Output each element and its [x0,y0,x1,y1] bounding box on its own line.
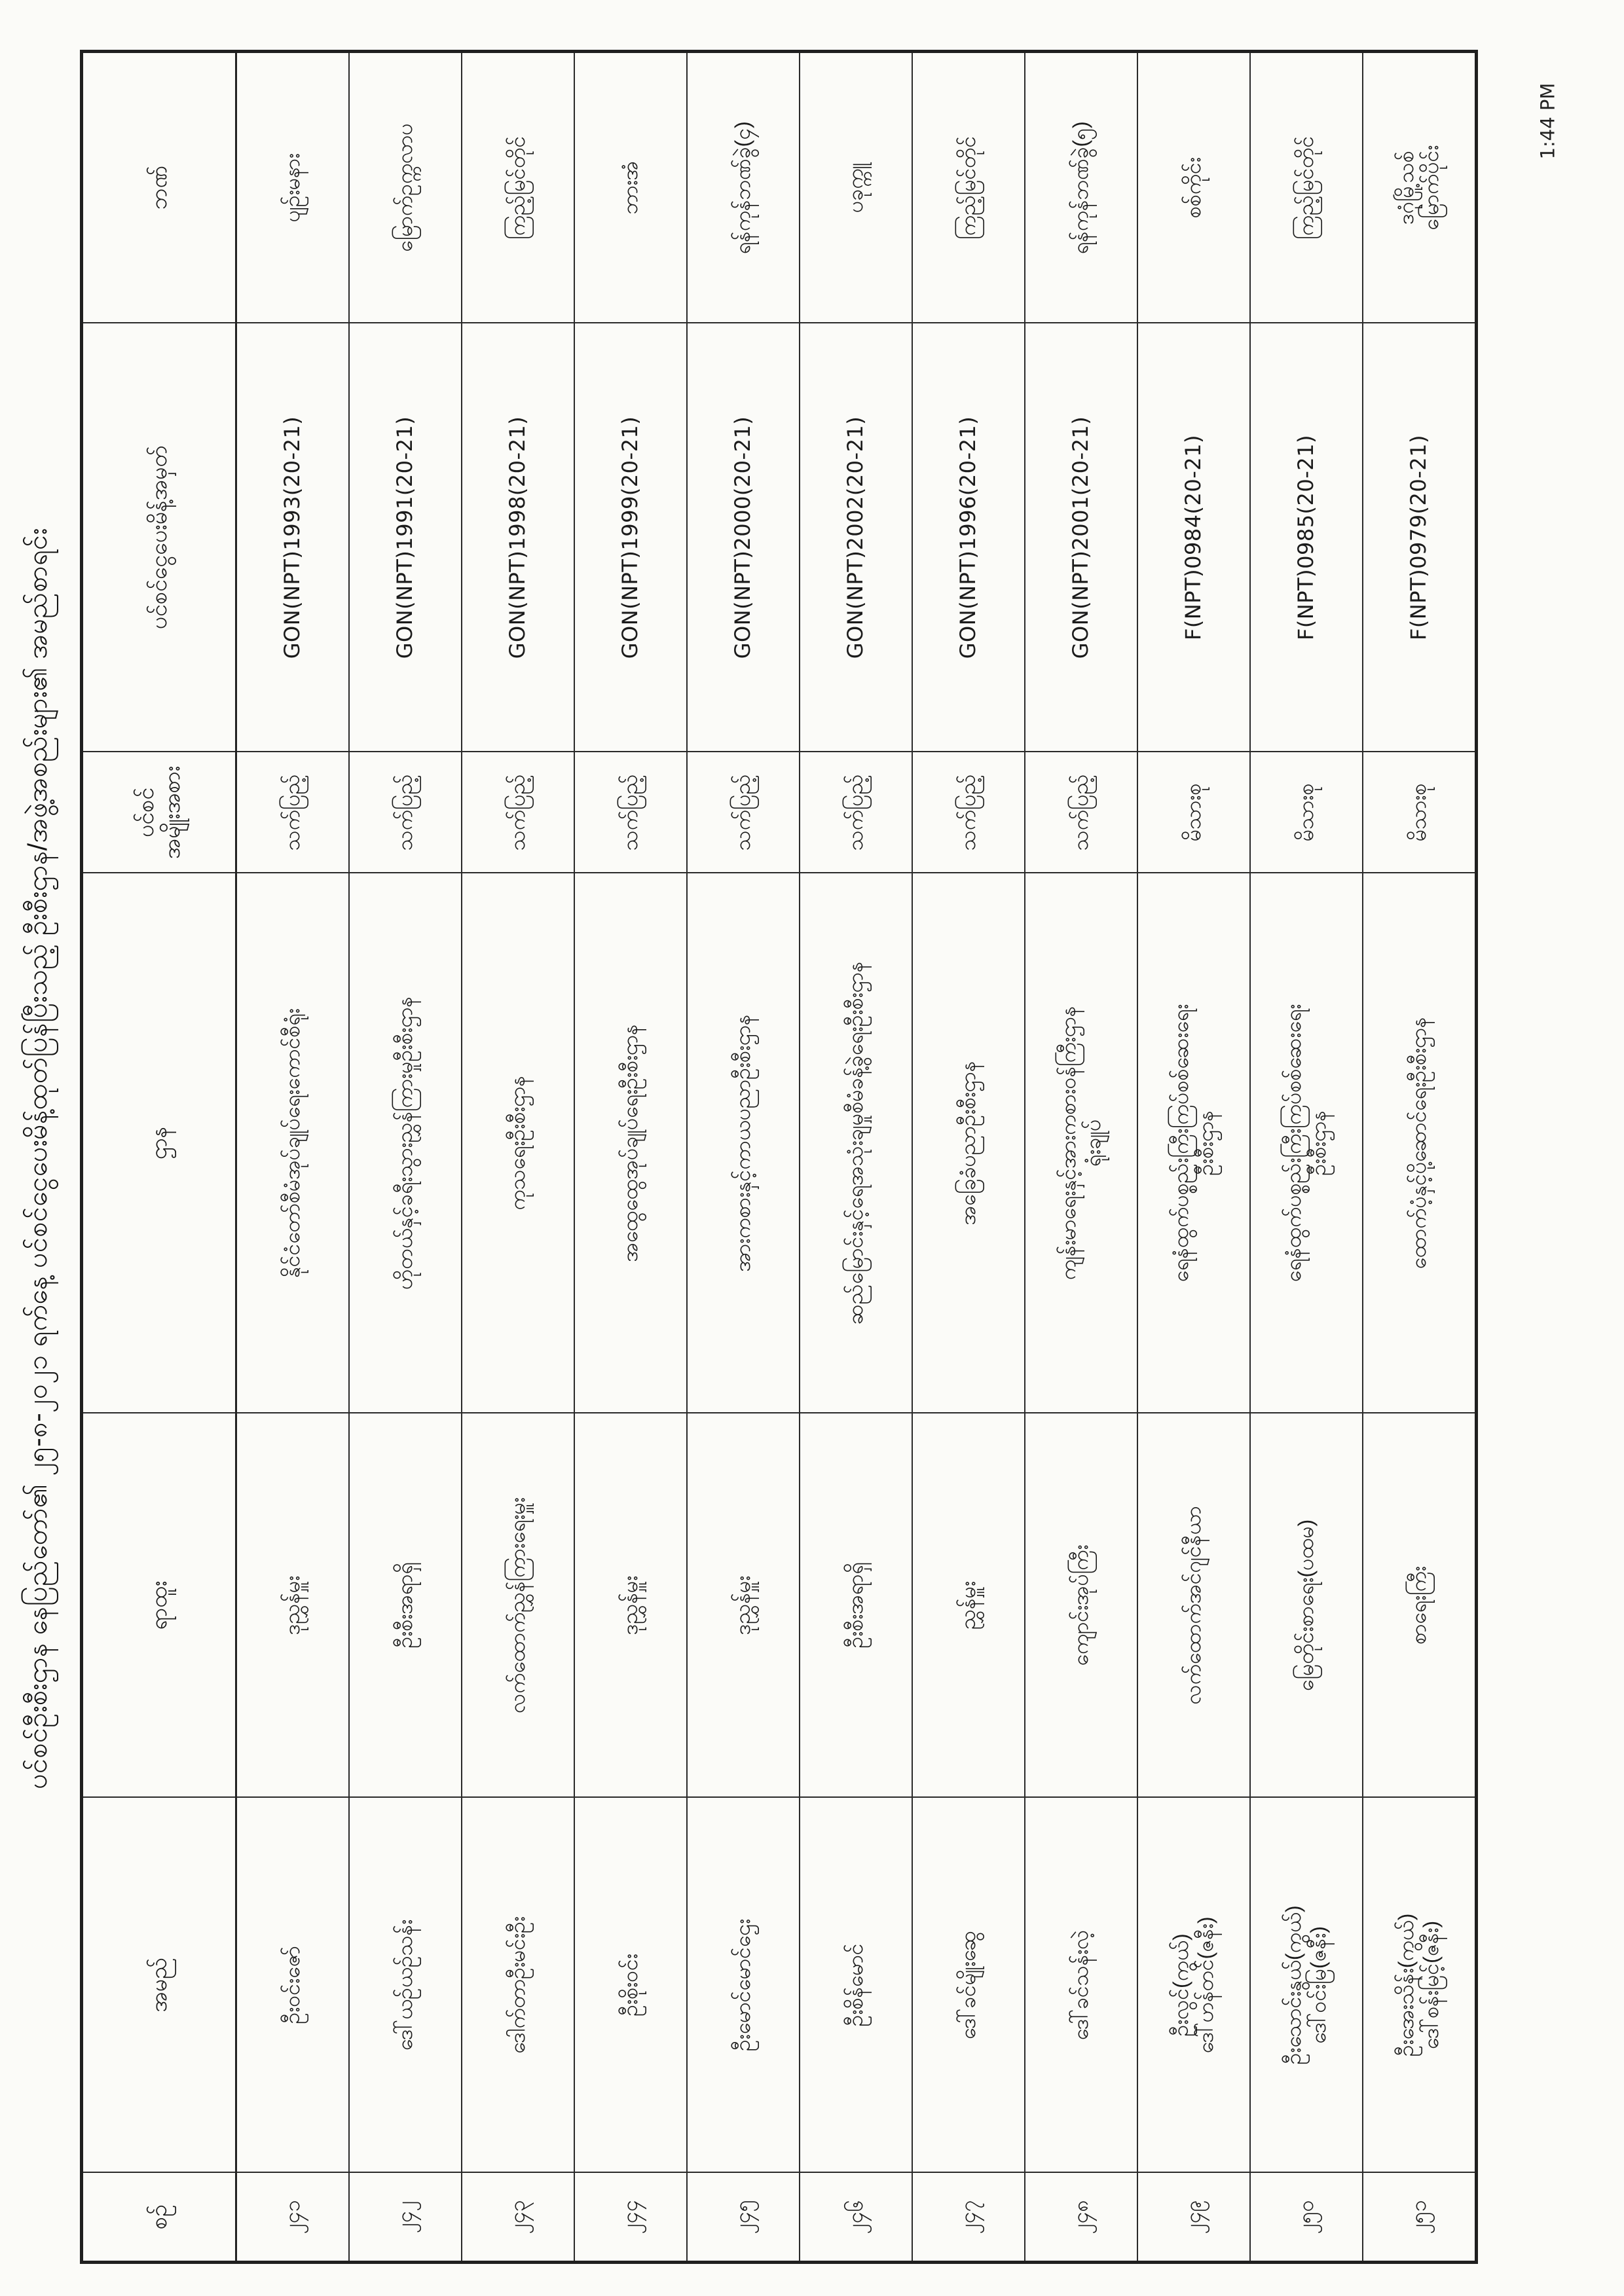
name-line: ဦးစိုးဝင်း [618,1954,642,2016]
cell-bank [1025,52,1137,323]
cell-order-no: GON(NPT)1999(20-21) [574,323,687,752]
cell-position: လက်ထောက်အင်ဂျင်နီယာ [1137,1413,1250,1798]
cell-pension-type: သက်ပြည့် [349,752,462,873]
document-title: ပင်စင်ဦးစီးဌာန နေပြည်တော်၏ ၂၅-၈-၂၀၂၁ ရက်နေ့ ပင်စင်ငွေပေးမိန့်ထုတ်ပြန်ပြီးသည့် ဦးစီးဌာန/အဖွဲ့အစည်းများ၏ အမည်စာရင်း [22,528,52,1789]
pension-type-header-line1: ပင်စင် [133,787,158,838]
col-header-position: ရာထူး [82,1413,236,1798]
bank-line: ကြည့်မြင်တိုင် [506,136,530,240]
header-row [82,52,236,2263]
table-row [912,52,1025,2263]
cell-order-no: GON(NPT)1996(20-21) [912,323,1025,752]
cell-order-no: GON(NPT)1993(20-21) [236,323,350,752]
cell-order-no: F(NPT)0985(20-21) [1250,323,1363,752]
name-line: ဒေါ်စန်းမြင့်(ဇနီး) [1419,1920,1443,2050]
cell-bank [912,52,1025,323]
cell-serial: ၂၄၁ [236,2173,350,2263]
cell-department [1363,873,1477,1413]
name-line: ဦးစိန်မောင် [843,1943,868,2027]
table-row [800,52,912,2263]
cell-bank [236,52,350,323]
col-header-department: ဌာန [82,873,236,1413]
department-line: ရုံးချုပ် [1081,1119,1105,1167]
cell-order-no: GON(NPT)2000(20-21) [687,323,800,752]
cell-name [1363,1798,1477,2173]
col-header-bank: ဘဏ် [82,52,236,323]
cell-serial: ၂၄၇ [912,2173,1025,2263]
name-line: ဒေါ်ဟန်တင်(ဇနီး) [1194,1916,1217,2054]
cell-order-no: GON(NPT)1998(20-21) [462,323,574,752]
cell-position: လက်ထောက်ညွှန်ကြားရေးမှူး [462,1413,574,1798]
cell-position: ဒုညွှန်မှူး [574,1413,687,1798]
cell-department [687,873,800,1413]
cell-serial: ၂၄၂ [349,2173,462,2263]
cell-name [462,1798,574,2173]
cell-serial: ၂၄၅ [687,2173,800,2263]
cell-position: ဦးစီးအရာရှိ [800,1413,912,1798]
cell-department [462,873,574,1413]
department-line: ကျန်းမာရေးနှင့်အားကစားဝန်ကြီးဌာန [1056,1006,1080,1281]
print-timestamp: 1:44 PM [1536,82,1559,160]
cell-pension-type: သက်ပြည့် [912,752,1025,873]
bank-line: စစ်ကိုင်း [1181,157,1206,219]
pension-table [80,50,1478,2264]
table-row [1250,52,1363,2263]
cell-order-no: F(NPT)0984(20-21) [1137,323,1250,752]
cell-pension-type: သက်ပြည့် [687,752,800,873]
cell-pension-type: သက်ပြည့် [236,752,350,873]
col-header-name: အမည် [82,1798,236,2173]
name-line: ဦးဝင်းဇော် [280,1946,304,2024]
cell-department [236,873,350,1413]
cell-name [236,1798,350,2173]
department-line: နိုင်ငံတော်စီမံအုပ်ချုပ်ရေးကောင်စီရုံး [280,1008,304,1278]
cell-name [1137,1798,1250,2173]
cell-department [574,873,687,1413]
department-line: အားကစားနှင့်ကာယပညာဦးစီးဌာန [731,1014,755,1272]
cell-pension-type: မိသားစု [1137,752,1250,873]
cell-position: ညွှန်မှူး [912,1413,1025,1798]
bank-line: ကြည့်မြင်တိုင် [956,136,980,240]
cell-position: ကျောင်းအုပ်ကြီး [1025,1413,1137,1798]
cell-serial: ၂၄၃ [462,2173,574,2263]
cell-order-no: GON(NPT)2002(20-21) [800,323,912,752]
cell-order-no: GON(NPT)1991(20-21) [349,323,462,752]
department-line: ဦးစီးဌာန [1194,1110,1217,1176]
cell-bank [1250,52,1363,323]
department-line: အခြေခံပညာဦးစီးဌာန [956,1061,980,1226]
cell-department [912,873,1025,1413]
bank-line: ပခုက္ကူ [843,162,868,213]
table-row [462,52,574,2263]
cell-department [1025,873,1137,1413]
cell-pension-type: သက်ပြည့် [1025,752,1137,873]
bank-line: ဒဂုံမြို့သစ် [1394,151,1418,225]
cell-serial: ၂၄၉ [1137,2173,1250,2263]
cell-pension-type: မိသားစု [1363,752,1477,873]
cell-name [912,1798,1025,2173]
rotated-content [18,27,1590,2267]
cell-pension-type: မိသားစု [1250,752,1363,873]
cell-position: ဦးစီးအရာရှိ [349,1413,462,1798]
cell-bank [687,52,800,323]
cell-bank [1363,52,1477,323]
department-line: ကုသရေးဦးစီးဌာန [506,1076,530,1211]
cell-pension-type: သက်ပြည့် [800,752,912,873]
cell-bank [574,52,687,323]
name-line: ဦးလွင်(ကွယ်) [1169,1933,1193,2037]
cell-name [1025,1798,1137,2173]
pension-type-header-line2: အမျိုးအစား [160,765,185,860]
cell-serial: ၂၅၀ [1250,2173,1363,2263]
name-line: ဒေါ်ခင်မျိုးဆွေ [956,1930,980,2040]
col-header-order-no: ပင်စင်ငွေပေးမိန့်အမှတ် [82,323,236,752]
table-row [687,52,800,2263]
name-line: ဦးအေးသိန်း(ကွယ်) [1394,1913,1418,2057]
cell-serial: ၂၄၄ [574,2173,687,2263]
table-row [1025,52,1137,2263]
cell-position: မြေတိုင်းစာရေး(ပထမ) [1250,1413,1363,1798]
bank-line: ဘားအံ [618,161,642,215]
cell-bank [349,52,462,323]
table-row [349,52,462,2263]
cell-name [1250,1798,1363,2173]
name-line: ဒေါ်ယဉ်ယဉ်သန်း [393,1919,417,2051]
name-line: ဦးမောင်မောင်ဌေး [731,1918,755,2052]
department-line: ဦးစီးဌာန [1306,1110,1330,1176]
col-header-pension-type [82,752,236,873]
cell-department [1250,873,1363,1413]
cell-department [800,873,912,1413]
cell-serial: ၂၄၈ [1025,2173,1137,2263]
cell-department [349,873,462,1413]
department-line: ဟိုတယ်နှင့်ခရီးသွားညွှန်ကြားမှုဦးစီးဌာန [393,996,417,1290]
cell-department [1137,873,1250,1413]
table-row [1137,52,1250,2263]
cell-pension-type: သက်ပြည့် [462,752,574,873]
bank-line: မြောက်ပိုင်း [1419,145,1443,230]
bank-line: ရန်ကုန်ဘဏ်ခွဲ(၄) [731,121,755,255]
name-line: ဦးသောင်းနွယ်(ကွယ်) [1282,1905,1306,2065]
department-line: ရေနံထွက်ပစ္စည်းကြီးကြပ်စစ်ဆေးရေး [1282,1004,1306,1283]
cell-name [349,1798,462,2173]
name-line: ဒေါ်ခင်သန်းလဲ့ [1069,1929,1093,2041]
cell-serial: ၂၄၆ [800,2173,912,2263]
bank-line: ကြည့်မြင်တိုင် [1294,136,1318,240]
department-line: ဆည်မြောင်းနှင့်ရေအသုံးချမှုစီမံခန့်ခွဲရေးဦးစီးဌာန [843,961,868,1325]
cell-pension-type: သက်ပြည့် [574,752,687,873]
department-line: အထွေထွေအုပ်ချုပ်ရေးဦးစီးဌာန [618,1024,642,1262]
bank-line: ရန်ကုန်ဘဏ်ခွဲ(၅) [1069,121,1093,255]
name-line: ဒေါ်ဝင်းမြ(ဇနီး) [1306,1926,1330,2044]
name-line: ဒေါက်တာဦးမင်းဦး [506,1916,530,2054]
bank-line: ပျဉ်းမနား [280,153,304,223]
cell-bank [1137,52,1250,323]
bank-line: မြောက်ဥက္ကလာပ [393,123,417,253]
cell-serial: ၂၅၁ [1363,2173,1477,2263]
cell-name [687,1798,800,2173]
table-row [1363,52,1477,2263]
cell-position: ဒုညွှန်မှူး [687,1413,800,1798]
table-row [574,52,687,2263]
cell-name [800,1798,912,2173]
cell-order-no: GON(NPT)2001(20-21) [1025,323,1137,752]
col-header-serial: စဉ် [82,2173,236,2263]
cell-order-no: F(NPT)0979(20-21) [1363,323,1477,752]
department-line: ရေနံထွက်ပစ္စည်းကြီးကြပ်စစ်ဆေးရေး [1169,1004,1193,1283]
table-row [236,52,350,2263]
cell-position: စာရေးကြီး [1363,1413,1477,1798]
department-line: ထောက်ပံ့နှင့်ပို့ဆောင်ရေးဦးစီးဌာန [1407,1017,1431,1269]
cell-bank [800,52,912,323]
cell-name [574,1798,687,2173]
cell-bank [462,52,574,323]
cell-position: ဒုညွှန်မှူး [236,1413,350,1798]
